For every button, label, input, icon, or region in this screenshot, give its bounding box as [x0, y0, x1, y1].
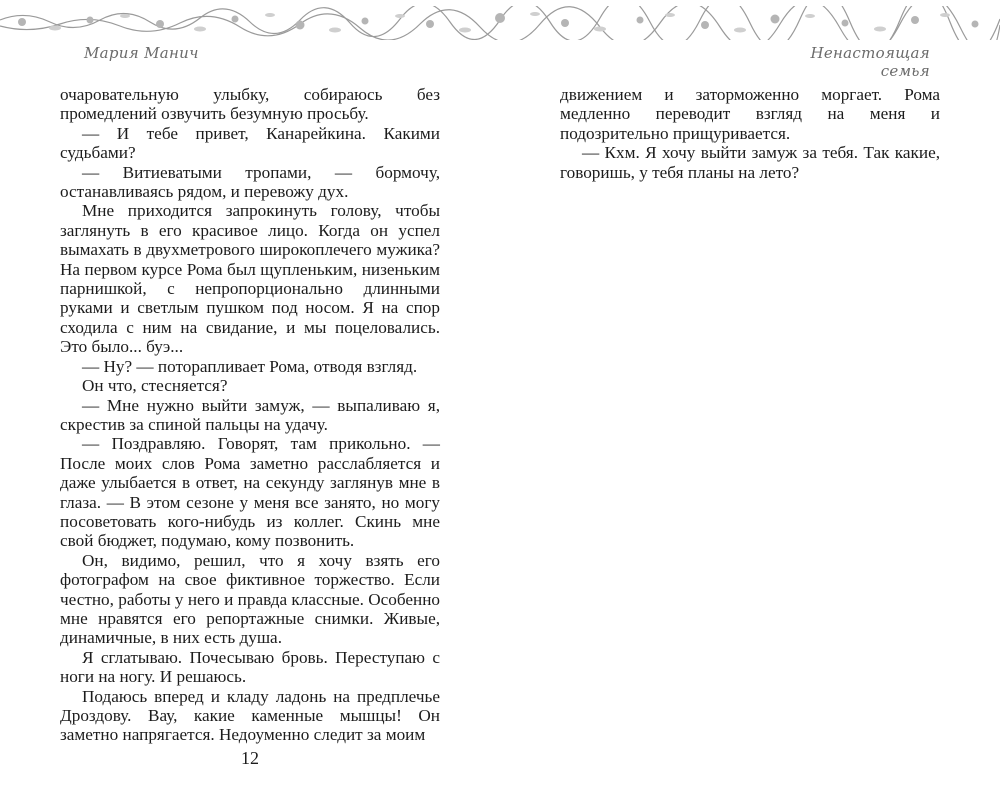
right-page-text	[560, 85, 940, 182]
paragraph: Подаюсь вперед и кладу ладонь на предплечье Дроздову. Вау, какие каменные мышцы! Он заметно напрягается. Недоуменно следит за моим	[60, 686, 440, 745]
paragraph: — Витиеватыми тропами, — бормочу, останавливаясь рядом, и перевожу дух.	[60, 162, 440, 202]
paragraph: — Поздравляю. Говорят, там прикольно. — После моих слов Рома заметно расслабляется и даже улыбается в ответ, на секунду заглянув мне в глаза. — В этом сезоне у меня все занято, но могу посоветовать кого-нибудь из коллег. Скинь мне свой бюджет, подумаю, кому позвонить.	[60, 434, 440, 551]
paragraph: Он что, стесняется?	[82, 376, 228, 396]
paragraph: — Мне нужно выйти замуж, — выпаливаю я, скрестив за спиной пальцы на удачу.	[60, 395, 440, 434]
paragraph: — И тебе привет, Канарейкина. Какими судьбами?	[60, 123, 440, 163]
paragraph: движением и заторможенно моргает. Рома медленно переводит взгляд на меня и подозрительно прищуривается.	[560, 85, 940, 143]
paragraph: Я сглатываю. Почесываю бровь. Переступаю с ноги на ногу. И решаюсь.	[60, 647, 440, 687]
decorative-border-ornament	[0, 6, 1000, 40]
running-head-author: Мария Манич	[84, 44, 199, 62]
paragraph: очаровательную улыбку, собираюсь без промедлений озвучить безумную просьбу.	[60, 85, 440, 124]
paragraph: Он, видимо, решил, что я хочу взять его фотографом на свое фиктивное торжество. Если честно, работы у него и правда классные. Особенно мне нравятся его репортажные снимки. Живые, динамичные, в них есть душа.	[60, 550, 440, 648]
paragraph: — Ну? — поторапливает Рома, отводя взгляд.	[82, 356, 418, 376]
left-page-text	[60, 85, 440, 745]
paragraph: — Кхм. Я хочу выйти замуж за тебя. Так какие, говоришь, у тебя планы на лето?	[560, 143, 940, 182]
running-head-title: Ненастоящая семья	[810, 44, 930, 80]
paragraph: Мне приходится запрокинуть голову, чтобы заглянуть в его красивое лицо. Когда он успел вымахать в двухметрового широкоплечего мужика? На первом курсе Рома был щупленьким, низеньким парнишкой, с непропорционально длинными руками и светлым пушком под носом. Я на спор сходила с ним на свидание, и мы поцеловались. Это было... буэ...	[60, 201, 440, 357]
flower-cluster-icons	[18, 13, 979, 30]
page-number: 12	[241, 748, 259, 768]
